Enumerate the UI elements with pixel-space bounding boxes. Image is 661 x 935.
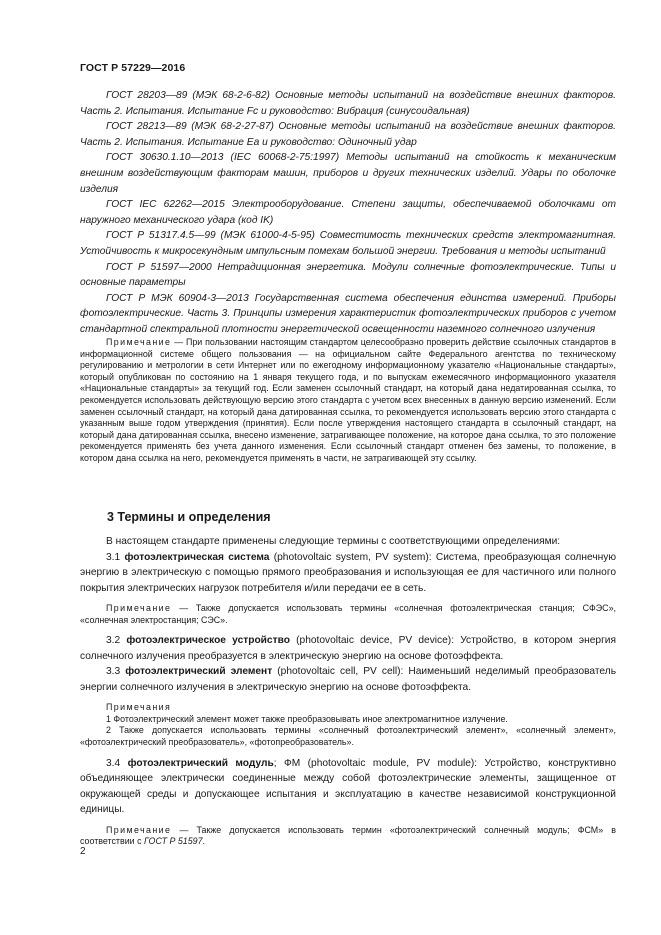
term-name: фотоэлектрический модуль: [127, 757, 274, 769]
term-3-1: 3.1 фотоэлектрическая система (photovoltaic system, PV system): Система, преобразующая солнечную энергию в электрическую с помощью прямого преобразования и использующая ее для частичного или полного покрытия электрических нагрузок потребителя и/или передачи ее в сеть.: [80, 551, 616, 594]
note-3-1: Примечание — Также допускается использовать термины «солнечная фотоэлектрическая станция; СФЭС», «солнечная электростанция; СЭС».: [80, 603, 616, 625]
reference-item: ГОСТ 28213—89 (МЭК 68-2-27-87) Основные методы испытаний на воздействие внешних факторов. Часть 2. Испытания. Испытание Ea и руководство: Одиночный удар: [80, 121, 616, 148]
page-number: 2: [80, 846, 86, 857]
notes-label: Примечания: [106, 702, 172, 713]
reference-item: ГОСТ Р 51597—2000 Нетрадиционная энергетика. Модули солнечные фотоэлектрические. Типы и основные параметры: [80, 261, 616, 289]
note-label: Примечание: [106, 337, 172, 347]
note-3-4: Примечание — Также допускается использовать термин «фотоэлектрический солнечный модуль; ФСМ» в соответствии с ГОСТ Р 51597.: [80, 824, 616, 847]
reference-item: ГОСТ IEC 62262—2015 Электрооборудование. Степени защиты, обеспечиваемой оболочками от наружного механического удара (код IK): [80, 199, 616, 226]
reference-link: ГОСТ Р 51597: [144, 836, 203, 847]
references-note: [80, 337, 616, 465]
section-intro: В настоящем стандарте применены следующие термины с соответствующими определениями:: [106, 536, 561, 547]
term-3-3: 3.3 фотоэлектрический элемент (photovoltaic cell, PV cell): Наименьший неделимый преобразователь энергии солнечного излучения в электрическую энергию на основе фотоэффекта.: [80, 666, 617, 693]
term-name: фотоэлектрическое устройство: [126, 635, 290, 647]
reference-item: ГОСТ 30630.1.10—2013 (IEC 60068-2-75:1997) Методы испытаний на стойкость к механическим внешним воздействующим факторам машин, приборов и других технических изделий. Удары по оболочке изделия: [80, 152, 616, 195]
note-text: — При пользовании настоящим стандартом целесообразно проверить действие ссылочных стандартов в информационной системе общего пользования — на официальном сайте Федерального агентства по техническому регулированию и метрологии в сети Интернет или по ежегодному информационному указателю «Национальные стандарты», который опубликован по состоянию на 1 января текущего года, и по выпускам ежемесячного информационного указателя «Национальные стандарты» за текущий год. Если заменен ссылочный стандарт, на который дана недатированная ссылка, то рекомендуется использовать действующую версию этого стандарта с учетом всех внесенных в данную версию изменений. Если заменен ссылочный стандарт, на который дана датированная ссылка, то рекомендуется использовать версию этого стандарта с указанным выше годом утверждения (принятия). Если после утверждения настоящего стандарта в ссылочный стандарт, на который дана датированная ссылка, внесено изменение, затрагивающее положение, на которое дана ссылка, то это положение рекомендуется применять без учета данного изменения. Если ссылочный стандарт отменен без замены, то положение, в котором дана ссылка на него, рекомендуется применять в части, не затрагивающей эту ссылку.: [80, 337, 616, 463]
reference-item: ГОСТ 28203—89 (МЭК 68-2-6-82) Основные методы испытаний на воздействие внешних факторов. Часть 2. Испытания. Испытание Fc и руководство: Вибрация (синусоидальная): [80, 90, 616, 117]
note-3-3-2: 2 Также допускается использовать термины «солнечный фотоэлектрический элемент», «солнечный элемент», «фотоэлектрический преобразователь», «фотопреобразователь».: [80, 725, 616, 747]
normative-references: [80, 88, 616, 338]
term-name: фотоэлектрическая система: [124, 551, 270, 563]
document-header: ГОСТ Р 57229—2016: [80, 62, 186, 74]
reference-item: ГОСТ Р МЭК 60904-3—2013 Государственная система обеспечения единства измерений. Приборы фотоэлектрические. Часть 3. Принципы измерения характеристик фотоэлектрических приборов с учетом стандартной спектральной плотности энергетической освещенности наземного солнечного излучения: [80, 292, 616, 335]
terms-section: [80, 534, 616, 848]
section-title: 3 Термины и определения: [107, 510, 271, 524]
term-name: фотоэлектрический элемент: [125, 666, 273, 678]
term-3-2: 3.2 фотоэлектрическое устройство (photovoltaic device, PV device): Устройство, в котором энергия солнечного излучения преобразуется в электрическую энергию на основе фотоэффекта.: [80, 635, 616, 662]
note-3-3-1: 1 Фотоэлектрический элемент может также преобразовывать иное электромагнитное излучение.: [106, 713, 508, 724]
reference-item: ГОСТ Р 51317.4.5—99 (МЭК 61000-4-5-95) Совместимость технических средств электромагнитная. Устойчивость к микросекундным импульсным помехам большой энергии. Требования и методы испытаний: [80, 230, 616, 257]
term-3-4: 3.4 фотоэлектрический модуль; ФМ (photovoltaic module, PV module): Устройство, конструктивно объединяющее электрически соединенные между собой фотоэлектрические элементы, защищенное от окружающей среды и допускающее испытания и эксплуатацию в качестве независимой конструкционной единицы.: [80, 757, 617, 816]
